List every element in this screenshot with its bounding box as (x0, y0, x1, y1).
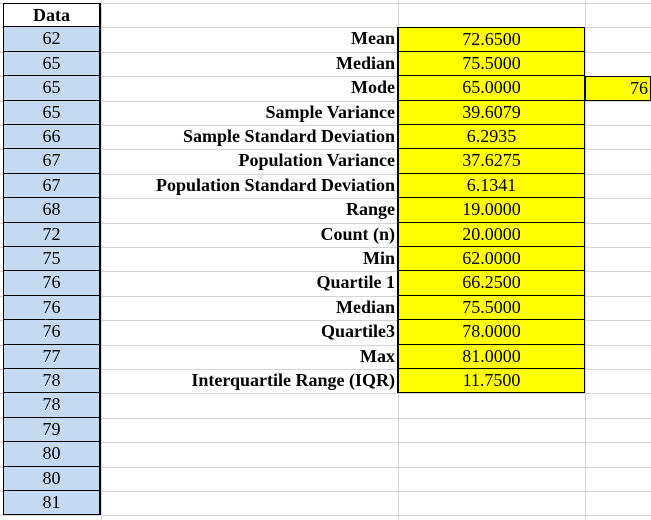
data-column-header[interactable]: Data (3, 3, 101, 27)
stat-value[interactable]: 6.2935 (398, 125, 585, 149)
data-cell[interactable]: 65 (3, 52, 101, 76)
stat-label[interactable]: Min (101, 247, 398, 271)
stat-label[interactable]: Quartile 1 (101, 271, 398, 295)
grid-line (0, 515, 651, 516)
stat-value[interactable]: 39.6079 (398, 101, 585, 125)
stat-value[interactable]: 72.6500 (398, 27, 585, 51)
stat-label[interactable]: Mode (101, 76, 398, 100)
data-cell[interactable]: 76 (3, 320, 101, 344)
stat-label[interactable]: Population Variance (101, 149, 398, 173)
stat-label[interactable]: Mean (101, 27, 398, 51)
stat-label[interactable]: Max (101, 345, 398, 369)
stat-value[interactable]: 81.0000 (398, 345, 585, 369)
data-cell[interactable]: 76 (3, 296, 101, 320)
stat-label[interactable]: Count (n) (101, 223, 398, 247)
data-cell[interactable]: 65 (3, 76, 101, 100)
data-cell[interactable]: 81 (3, 491, 101, 515)
data-cell[interactable]: 80 (3, 442, 101, 466)
stat-value[interactable]: 37.6275 (398, 149, 585, 173)
stat-value[interactable]: 11.7500 (398, 369, 585, 393)
data-cell[interactable]: 79 (3, 418, 101, 442)
data-cell[interactable]: 78 (3, 393, 101, 417)
data-cell[interactable]: 75 (3, 247, 101, 271)
data-cell[interactable]: 77 (3, 345, 101, 369)
stat-value[interactable]: 19.0000 (398, 198, 585, 222)
data-cell[interactable]: 67 (3, 149, 101, 173)
data-cell[interactable]: 67 (3, 174, 101, 198)
data-cell[interactable]: 78 (3, 369, 101, 393)
data-cell[interactable]: 66 (3, 125, 101, 149)
stat-label[interactable]: Quartile3 (101, 320, 398, 344)
stat-label[interactable]: Sample Variance (101, 101, 398, 125)
data-cell[interactable]: 76 (3, 271, 101, 295)
stat-value[interactable]: 78.0000 (398, 320, 585, 344)
stat-label[interactable]: Median (101, 296, 398, 320)
stat-value[interactable]: 65.0000 (398, 76, 585, 100)
stat-label[interactable]: Range (101, 198, 398, 222)
data-cell[interactable]: 68 (3, 198, 101, 222)
stat-label[interactable]: Population Standard Deviation (101, 174, 398, 198)
data-cell[interactable]: 65 (3, 101, 101, 125)
stat-value[interactable]: 6.1341 (398, 174, 585, 198)
stat-value[interactable]: 75.5000 (398, 296, 585, 320)
stat-label[interactable]: Interquartile Range (IQR) (101, 369, 398, 393)
stat-value[interactable]: 62.0000 (398, 247, 585, 271)
data-cell[interactable]: 72 (3, 223, 101, 247)
stat-value[interactable]: 75.5000 (398, 52, 585, 76)
data-cell[interactable]: 80 (3, 467, 101, 491)
stat-value[interactable]: 20.0000 (398, 223, 585, 247)
stat-label[interactable]: Sample Standard Deviation (101, 125, 398, 149)
stat-label[interactable]: Median (101, 52, 398, 76)
data-cell[interactable]: 62 (3, 27, 101, 51)
mode-extra-cell[interactable]: 76 (585, 76, 651, 100)
stat-value[interactable]: 66.2500 (398, 271, 585, 295)
